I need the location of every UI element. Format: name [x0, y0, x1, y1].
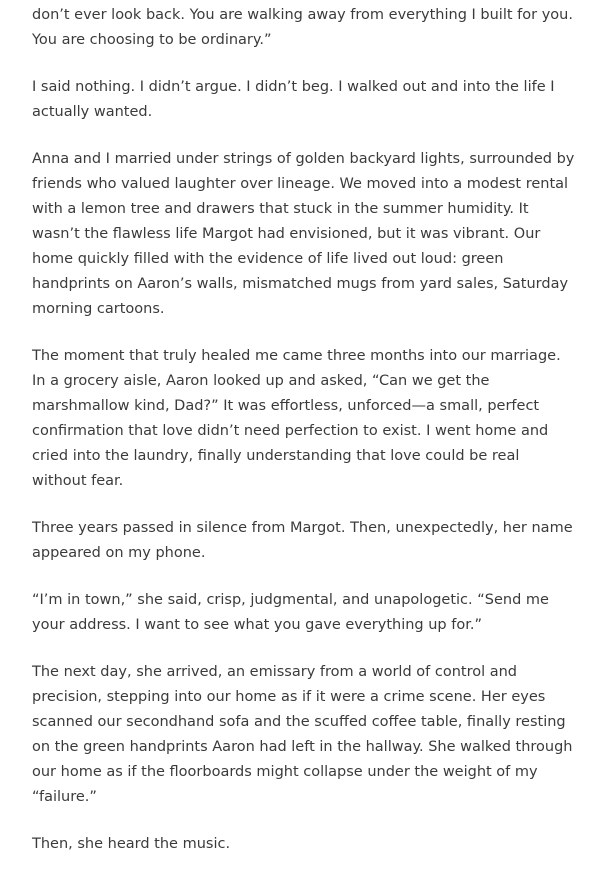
paragraph-1: don’t ever look back. You are walking away from everything I built for you. You are choosing to be ordinary.”: [32, 7, 573, 48]
paragraph-4: The moment that truly healed me came three months into our marriage. In a grocery aisle, Aaron looked up and asked, “Can we get the marshmallow kind, Dad?” It was effortless, unforced—a small, perfect confirmation that love didn’t need perfection to exist. I went home and cried into the laundry, finally understanding that love could be real without fear.: [32, 348, 561, 489]
paragraph-2: I said nothing. I didn’t argue. I didn’t beg. I walked out and into the life I actually wanted.: [32, 79, 555, 120]
paragraph-7: The next day, she arrived, an emissary from a world of control and precision, stepping into our home as if it were a crime scene. Her eyes scanned our secondhand sofa and the scuffed coffee table, finally resting on the green handprints Aaron had left in the hallway. She walked through our home as if the floorboards might collapse under the weight of my “failure.”: [32, 664, 573, 805]
article-body: [32, 3, 577, 879]
paragraph-6: “I’m in town,” she said, crisp, judgmental, and unapologetic. “Send me your address. I want to see what you gave everything up for.”: [32, 592, 549, 633]
paragraph-5: Three years passed in silence from Margot. Then, unexpectedly, her name appeared on my phone.: [32, 520, 573, 561]
paragraph-3: Anna and I married under strings of golden backyard lights, surrounded by friends who valued laughter over lineage. We moved into a modest rental with a lemon tree and drawers that stuck in the summer humidity. It wasn’t the flawless life Margot had envisioned, but it was vibrant. Our home quickly filled with the evidence of life lived out loud: green handprints on Aaron’s walls, mismatched mugs from yard sales, Saturday morning cartoons.: [32, 151, 575, 317]
paragraph-8: Then, she heard the music.: [32, 836, 231, 852]
